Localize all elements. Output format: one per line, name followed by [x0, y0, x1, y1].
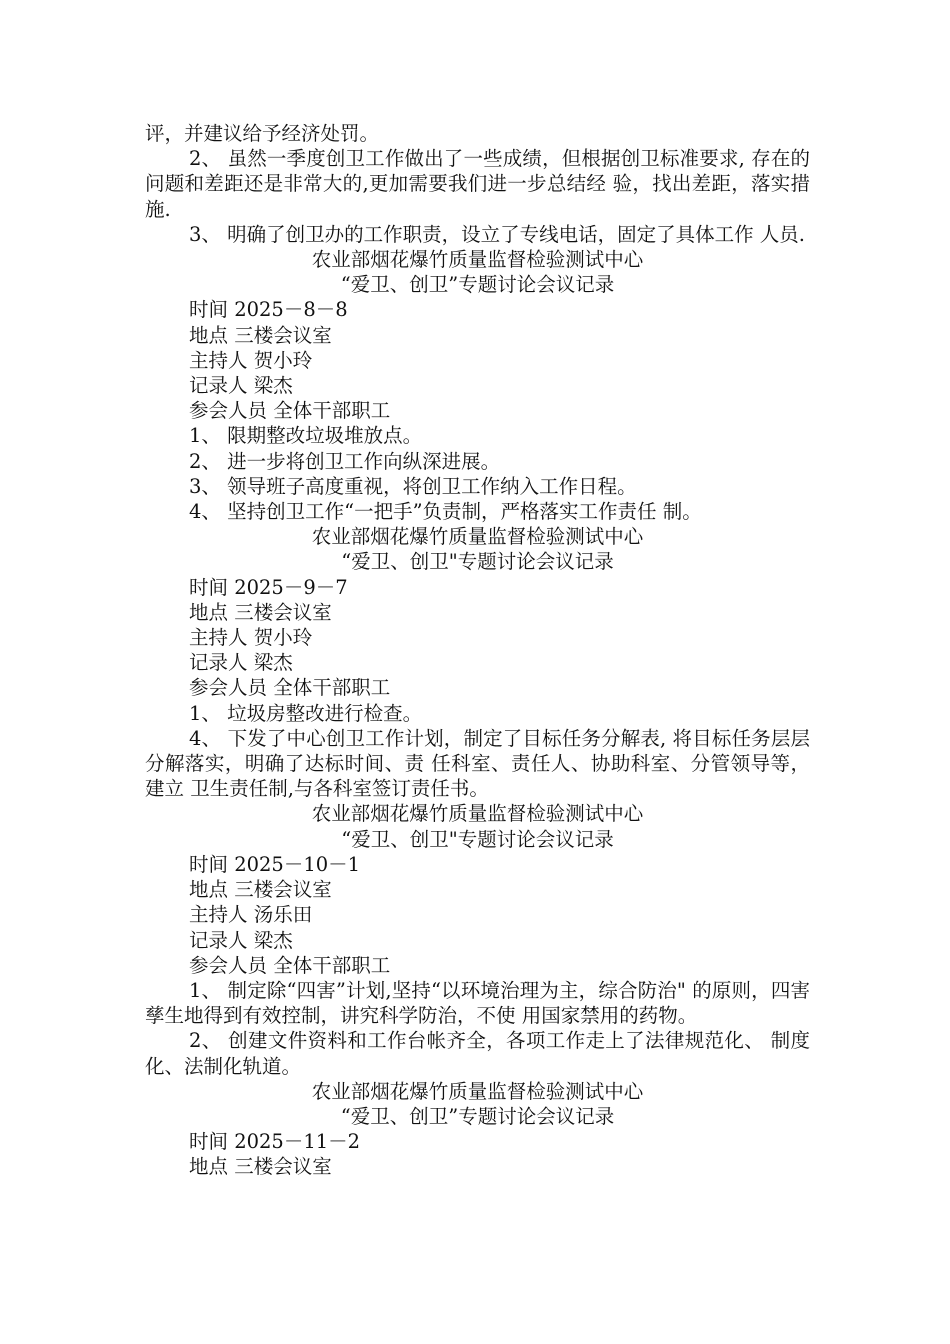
meeting-time: 时间 2025－8－8 [189, 298, 348, 322]
meeting-attendees: 参会人员 全体干部职工 [189, 676, 391, 700]
intro-item-2: 2、 虽然一季度创卫工作做出了一些成绩，但根据创卫标准要求, 存在的问题和差距还是非常大的,更加需要我们进一步总结经 验，找出差距，落实措施. [145, 147, 810, 221]
meeting-host: 主持人 汤乐田 [189, 903, 313, 927]
meeting-item: 2、 创建文件资料和工作台帐齐全，各项工作走上了法律规范化、 制度化、法制化轨道。 [145, 1029, 810, 1078]
document-page [145, 121, 810, 1180]
meeting-time: 时间 2025－11－2 [189, 1130, 361, 1154]
meeting-attendees: 参会人员 全体干部职工 [189, 953, 391, 977]
meeting-recorder: 记录人 梁杰 [189, 651, 293, 675]
meeting-item: 2、 进一步将创卫工作向纵深进展。 [189, 449, 501, 473]
org-heading: 农业部烟花爆竹质量监督检验测试中心 [311, 525, 644, 549]
meeting-item: 1、 限期整改垃圾堆放点。 [189, 424, 423, 448]
meeting-title: “爱卫、创卫"专题讨论会议记录 [341, 550, 614, 574]
intro-item-3: 3、 明确了创卫办的工作职责，设立了专线电话，固定了具体工作 人员. [189, 222, 806, 246]
meeting-item: 4、 坚持创卫工作“一把手”负责制，严格落实工作责任 制。 [189, 500, 702, 524]
meeting-recorder: 记录人 梁杰 [189, 928, 293, 952]
meeting-record-2 [145, 524, 810, 801]
meeting-time: 时间 2025－10－1 [189, 852, 361, 876]
org-heading: 农业部烟花爆竹质量监督检验测试中心 [311, 1079, 644, 1103]
intro-line-1: 评，并建议给予经济处罚。 [145, 122, 380, 145]
meeting-recorder: 记录人 梁杰 [189, 374, 293, 398]
meeting-place: 地点 三楼会议室 [189, 323, 332, 347]
meeting-host: 主持人 贺小玲 [189, 348, 313, 372]
org-heading: 农业部烟花爆竹质量监督检验测试中心 [311, 248, 644, 272]
meeting-record-4 [145, 1079, 810, 1180]
meeting-attendees: 参会人员 全体干部职工 [189, 399, 391, 423]
meeting-title: “爱卫、创卫”专题讨论会议记录 [340, 273, 615, 297]
meeting-item: 4、 下发了中心创卫工作计划，制定了目标任务分解表, 将目标任务层层分解落实，明确了达标时间、责 任科室、责任人、协助科室、分管领导等，建立 卫生责任制,与各科室签订责任书。 [145, 726, 810, 801]
meeting-host: 主持人 贺小玲 [189, 626, 313, 650]
meeting-place: 地点 三楼会议室 [189, 878, 332, 902]
meeting-item: 1、 垃圾房整改进行检查。 [189, 701, 423, 725]
meeting-item: 1、 制定除“四害”计划,坚持“以环境治理为主，综合防治" 的原则，四害孳生地得到有效控制，讲究科学防治，不使 用国家禁用的药物。 [145, 978, 810, 1028]
meeting-title: “爱卫、创卫"专题讨论会议记录 [341, 827, 614, 851]
meeting-title: “爱卫、创卫”专题讨论会议记录 [340, 1104, 615, 1128]
meeting-item: 3、 领导班子高度重视，将创卫工作纳入工作日程。 [189, 474, 637, 498]
org-heading: 农业部烟花爆竹质量监督检验测试中心 [311, 802, 644, 826]
meeting-place: 地点 三楼会议室 [189, 1155, 332, 1179]
meeting-time: 时间 2025－9－7 [189, 575, 348, 599]
meeting-record-1 [145, 247, 810, 524]
meeting-record-3 [145, 801, 810, 1078]
meeting-place: 地点 三楼会议室 [189, 600, 332, 624]
